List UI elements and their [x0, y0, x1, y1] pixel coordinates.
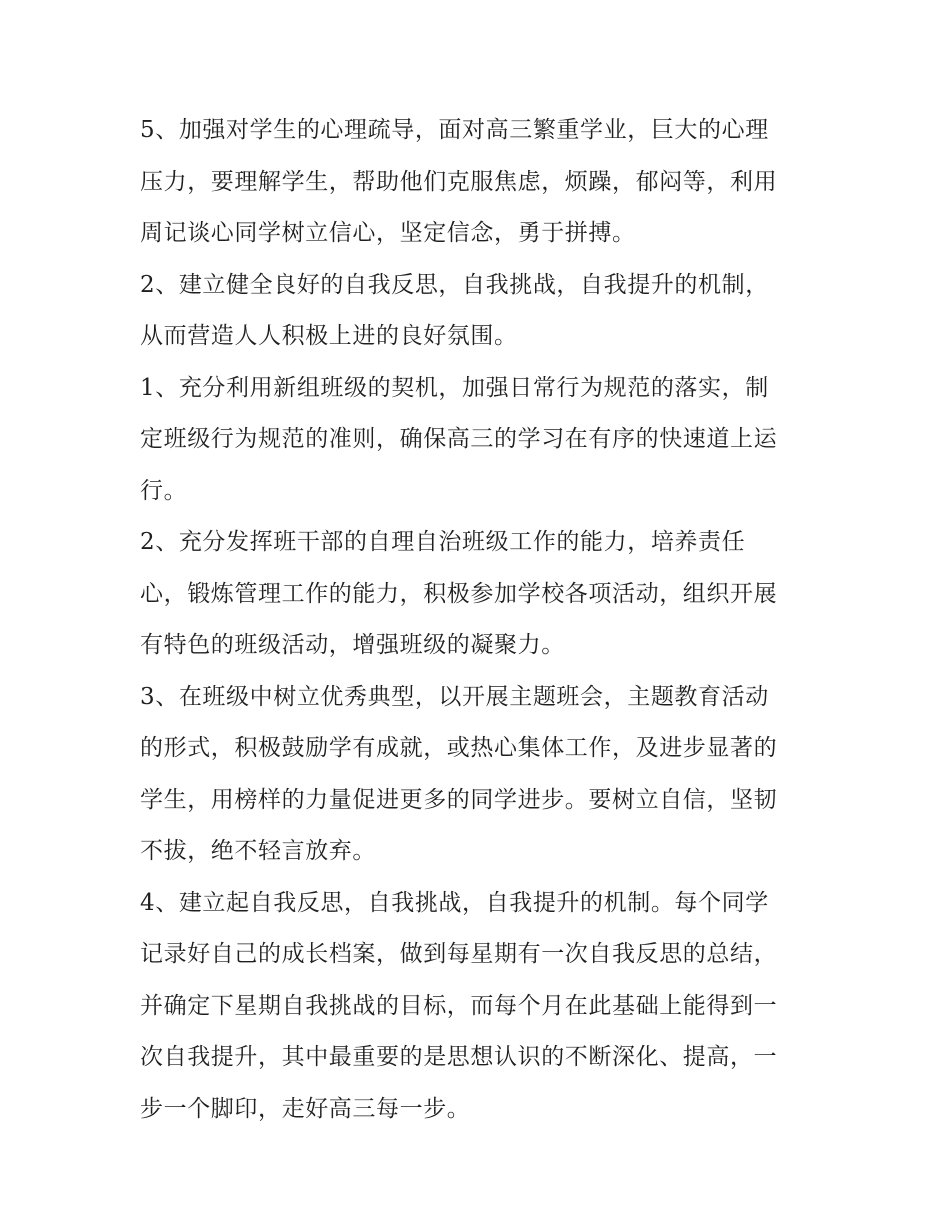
text-line: 记录好自己的成长档案，做到每星期有一次自我反思的总结，	[140, 941, 778, 967]
paragraph-2-self-reflection-mechanism	[140, 265, 820, 368]
text-line: 并确定下星期自我挑战的目标，而每个月在此基础上能得到一	[140, 992, 778, 1019]
text-line: 步一个脚印，走好高三每一步。	[140, 1095, 471, 1122]
text-line: 的形式，积极鼓励学有成就，或热心集体工作，及进步显著的	[140, 735, 778, 761]
text-line: 3、在班级中树立优秀典型，以开展主题班会，主题教育活动	[140, 683, 769, 710]
text-line: 行。	[140, 477, 188, 504]
text-line: 心，锻炼管理工作的能力，积极参加学校各项活动，组织开展	[140, 580, 778, 607]
paragraph-2-class-cadres	[140, 522, 820, 677]
text-line: 周记谈心同学树立信心，坚定信念，勇于拼搏。	[140, 220, 636, 246]
text-line: 学生，用榜样的力量促进更多的同学进步。要树立自信，坚韧	[140, 786, 778, 813]
text-line: 压力，要理解学生，帮助他们克服焦虑，烦躁，郁闷等，利用	[140, 168, 778, 195]
text-line: 有特色的班级活动，增强班级的凝聚力。	[140, 632, 565, 658]
paragraph-1-behavior-norms	[140, 368, 820, 523]
document-body	[140, 110, 820, 1140]
text-line: 不拔，绝不轻言放弃。	[140, 838, 376, 864]
paragraph-5-psychological-guidance	[140, 110, 820, 265]
text-line: 4、建立起自我反思，自我挑战，自我提升的机制。每个同学	[140, 889, 769, 916]
text-line: 2、充分发挥班干部的自理自治班级工作的能力，培养责任	[140, 529, 746, 555]
text-line: 5、加强对学生的心理疏导，面对高三繁重学业，巨大的心理	[140, 117, 769, 143]
text-line: 2、建立健全良好的自我反思，自我挑战，自我提升的机制，	[140, 271, 769, 298]
text-line: 次自我提升，其中最重要的是思想认识的不断深化、提高，一	[140, 1044, 778, 1070]
paragraph-3-role-models	[140, 677, 820, 883]
paragraph-4-growth-records	[140, 883, 820, 1141]
text-line: 定班级行为规范的准则，确保高三的学习在有序的快速道上运	[140, 426, 778, 452]
text-line: 从而营造人人积极上进的良好氛围。	[140, 323, 518, 349]
text-line: 1、充分利用新组班级的契机，加强日常行为规范的落实，制	[140, 374, 769, 401]
